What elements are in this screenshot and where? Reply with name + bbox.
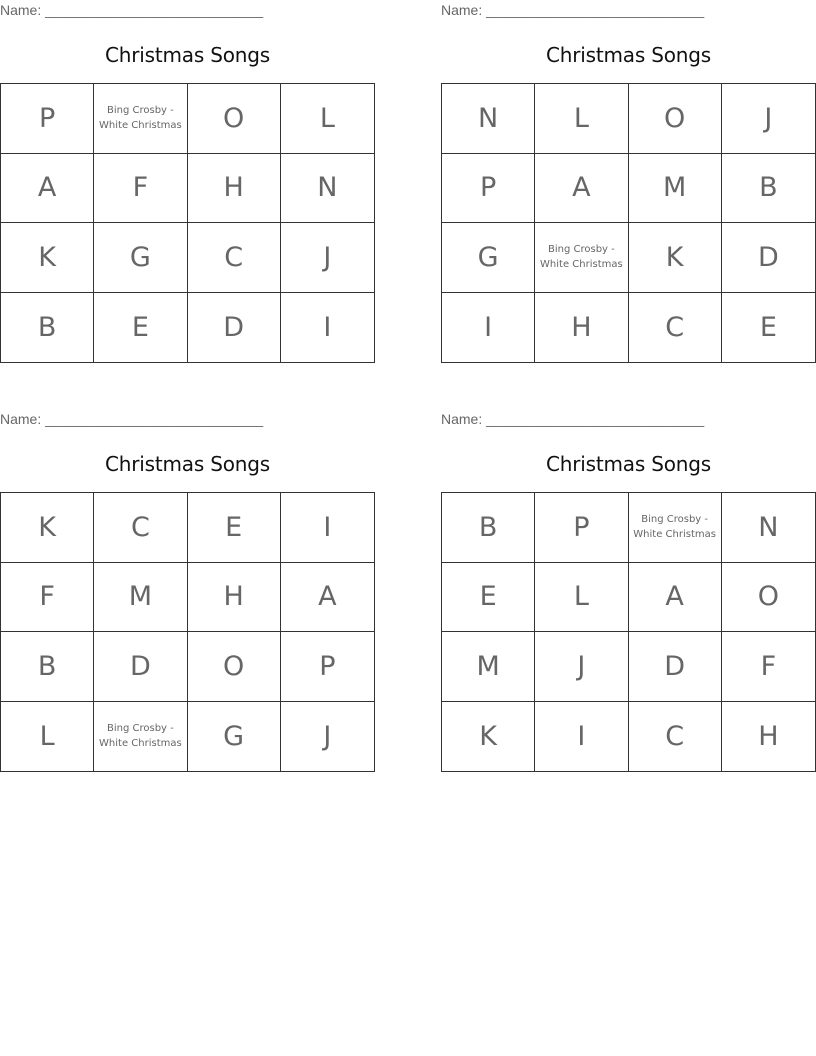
bingo-cell: K	[1, 493, 94, 563]
bingo-cell: F	[1, 563, 94, 633]
bingo-grid	[0, 83, 375, 363]
bingo-cell: O	[188, 84, 281, 154]
bingo-cell: E	[188, 493, 281, 563]
bingo-cell: H	[758, 720, 779, 752]
bingo-cell: C	[94, 493, 187, 563]
bingo-cell: E	[94, 293, 187, 363]
bingo-cell: M	[94, 563, 187, 633]
bingo-cell: F	[94, 154, 187, 224]
bingo-cell: A	[535, 154, 628, 224]
bingo-cell: B	[442, 493, 535, 563]
bingo-cell: N	[442, 84, 535, 154]
bingo-cell: G	[94, 223, 187, 293]
bingo-cell: P	[535, 493, 628, 563]
bingo-cell: E	[759, 311, 777, 343]
bingo-cell: B	[1, 293, 94, 363]
bingo-grid	[441, 83, 816, 363]
bingo-cell: I	[323, 311, 332, 343]
bingo-cell: L	[535, 84, 628, 154]
bingo-cell: D	[722, 223, 815, 293]
bingo-cell: J	[281, 223, 374, 293]
bingo-cell: G	[188, 702, 281, 772]
bingo-cell: G	[442, 223, 535, 293]
bingo-cell: H	[535, 293, 628, 363]
name-field-label: Name: ____________________________	[0, 2, 264, 18]
bingo-cell: D	[94, 632, 187, 702]
bingo-cell: L	[535, 563, 628, 633]
bingo-cell: K	[442, 702, 535, 772]
bingo-cell: N	[722, 493, 815, 563]
bingo-cell: D	[188, 293, 281, 363]
bingo-cell: P	[281, 632, 374, 702]
bingo-cell: J	[323, 720, 332, 752]
bingo-cell: A	[629, 563, 722, 633]
bingo-cell: N	[281, 154, 374, 224]
bingo-cell: A	[1, 154, 94, 224]
bingo-cell: I	[535, 702, 628, 772]
name-field-label: Name: ____________________________	[441, 2, 705, 18]
bingo-cell: K	[629, 223, 722, 293]
bingo-free-cell: Bing Crosby - White Christmas	[629, 493, 722, 563]
bingo-cell: O	[722, 563, 815, 633]
card-title: Christmas Songs	[546, 452, 711, 476]
bingo-cell: I	[442, 293, 535, 363]
bingo-free-cell: Bing Crosby - White Christmas	[94, 702, 187, 772]
bingo-cell: K	[1, 223, 94, 293]
card-title: Christmas Songs	[105, 43, 270, 67]
bingo-grid	[0, 492, 375, 772]
bingo-free-cell: Bing Crosby - White Christmas	[94, 84, 187, 154]
bingo-cell: B	[1, 632, 94, 702]
card-title: Christmas Songs	[105, 452, 270, 476]
bingo-cell: J	[722, 84, 815, 154]
bingo-cell: M	[442, 632, 535, 702]
bingo-cell: C	[629, 293, 722, 363]
bingo-cell: L	[1, 702, 94, 772]
bingo-cell: O	[188, 632, 281, 702]
bingo-cell: P	[442, 154, 535, 224]
bingo-grid	[441, 492, 816, 772]
bingo-cell: M	[629, 154, 722, 224]
bingo-cell: J	[535, 632, 628, 702]
bingo-cell: A	[281, 563, 374, 633]
bingo-free-cell: Bing Crosby - White Christmas	[535, 223, 628, 293]
bingo-cell: P	[1, 84, 94, 154]
name-field-label: Name: ____________________________	[441, 411, 705, 427]
bingo-cell: E	[442, 563, 535, 633]
name-field-label: Name: ____________________________	[0, 411, 264, 427]
bingo-cell: H	[188, 563, 281, 633]
bingo-cell: I	[281, 493, 374, 563]
bingo-cell: O	[629, 84, 722, 154]
bingo-cell: B	[722, 154, 815, 224]
bingo-cell: H	[188, 154, 281, 224]
card-title: Christmas Songs	[546, 43, 711, 67]
bingo-cell: F	[722, 632, 815, 702]
bingo-cell: C	[629, 702, 722, 772]
bingo-cell: L	[281, 84, 374, 154]
bingo-cell: C	[188, 223, 281, 293]
bingo-cell: D	[629, 632, 722, 702]
